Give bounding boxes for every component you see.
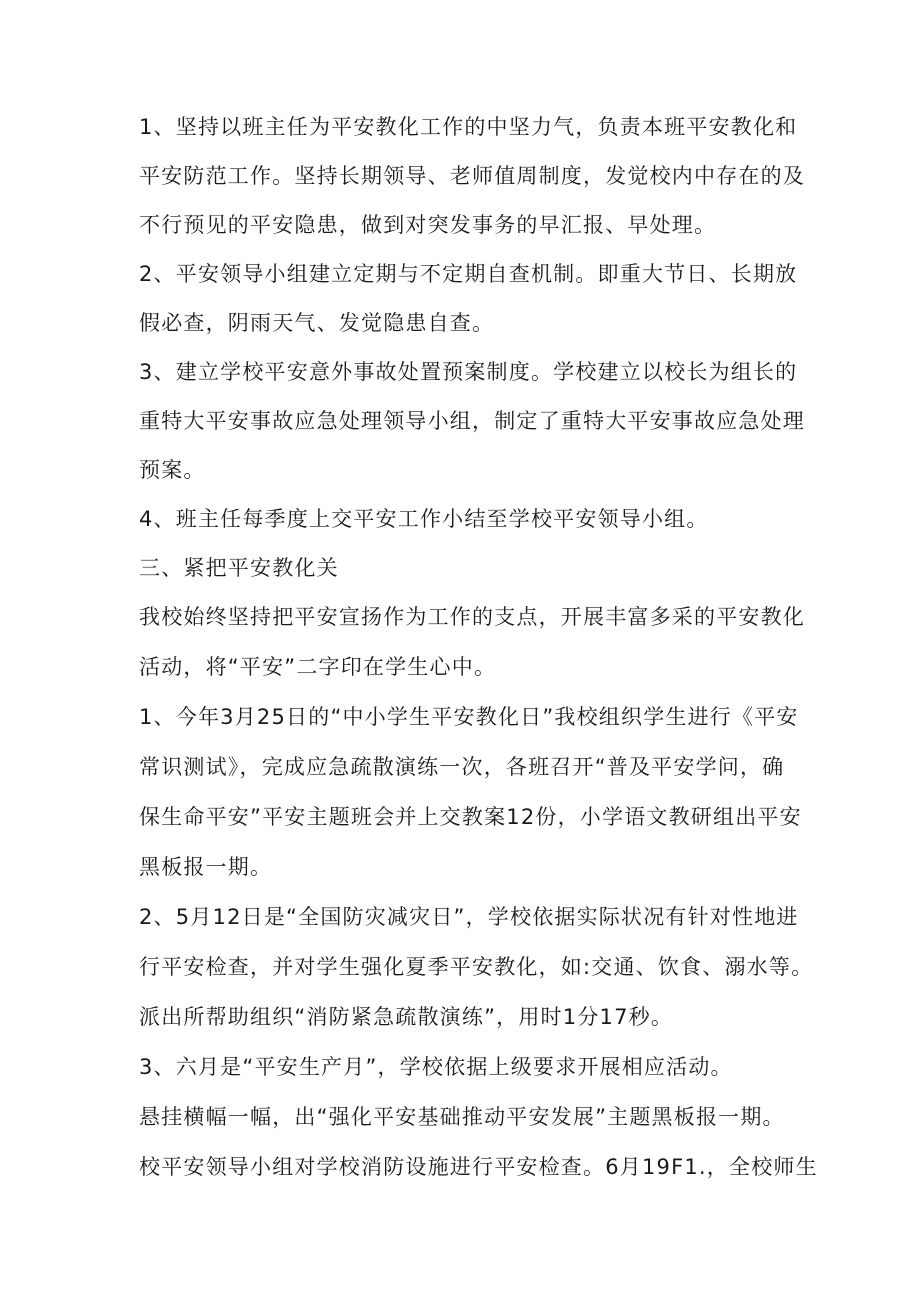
text-line: 2、5月12日是“全国防灾减灾日”，学校依据实际状况有针对性地进 [139,905,799,929]
text-line: 3、六月是“平安生产月”，学校依据上级要求开展相应活动。 [139,1055,733,1079]
text-line: 1、今年3月25日的“中小学生平安教化日”我校组织学生进行《平安 [139,705,799,729]
text-line: 预案。 [139,458,206,482]
text-line: 重特大平安事故应急处理领导小组，制定了重特大平安事故应急处理 [139,409,805,433]
text-line: 不行预见的平安隐患，做到对突发事务的早汇报、早处理。 [139,213,717,237]
text-line: 常识测试》，完成应急疏散演练一次，各班召开“普及平安学问，确 [139,755,785,779]
text-line: 3、建立学校平安意外事故处置预案制度。学校建立以校长为组长的 [139,360,798,384]
text-line: 活动，将“平安”二字印在学生心中。 [139,655,497,679]
text-line: 派出所帮助组织“消防紧急疏散演练”，用时1分17秒。 [139,1005,674,1029]
document-body [139,112,818,1202]
text-line: 假必查，阴雨天气、发觉隐患自查。 [139,311,495,335]
text-line: 黑板报一期。 [139,855,273,879]
text-line: 校平安领导小组对学校消防设施进行平安检查。6月19F1.，全校师生 [139,1155,818,1179]
text-line: 保生命平安”平安主题班会并上交教案12份，小学语文教研组出平安 [139,805,802,829]
text-line: 2、平安领导小组建立定期与不定期自查机制。即重大节日、长期放 [139,262,798,286]
text-line: 悬挂横幅一幅，出“强化平安基础推动平安发展”主题黑板报一期。 [139,1105,785,1129]
section-heading: 三、紧把平安教化关 [139,556,339,580]
text-line: 1、坚持以班主任为平安教化工作的中坚力气，负责本班平安教化和 [139,115,798,139]
text-line: 4、班主任每季度上交平安工作小结至学校平安领导小组。 [139,507,709,531]
text-line: 平安防范工作。坚持长期领导、老师值周制度，发觉校内中存在的及 [139,164,805,188]
text-line: 我校始终坚持把平安宣扬作为工作的支点，开展丰富多采的平安教化 [139,605,805,629]
text-line: 行平安检查，并对学生强化夏季平安教化，如:交通、饮食、溺水等。 [139,955,814,979]
